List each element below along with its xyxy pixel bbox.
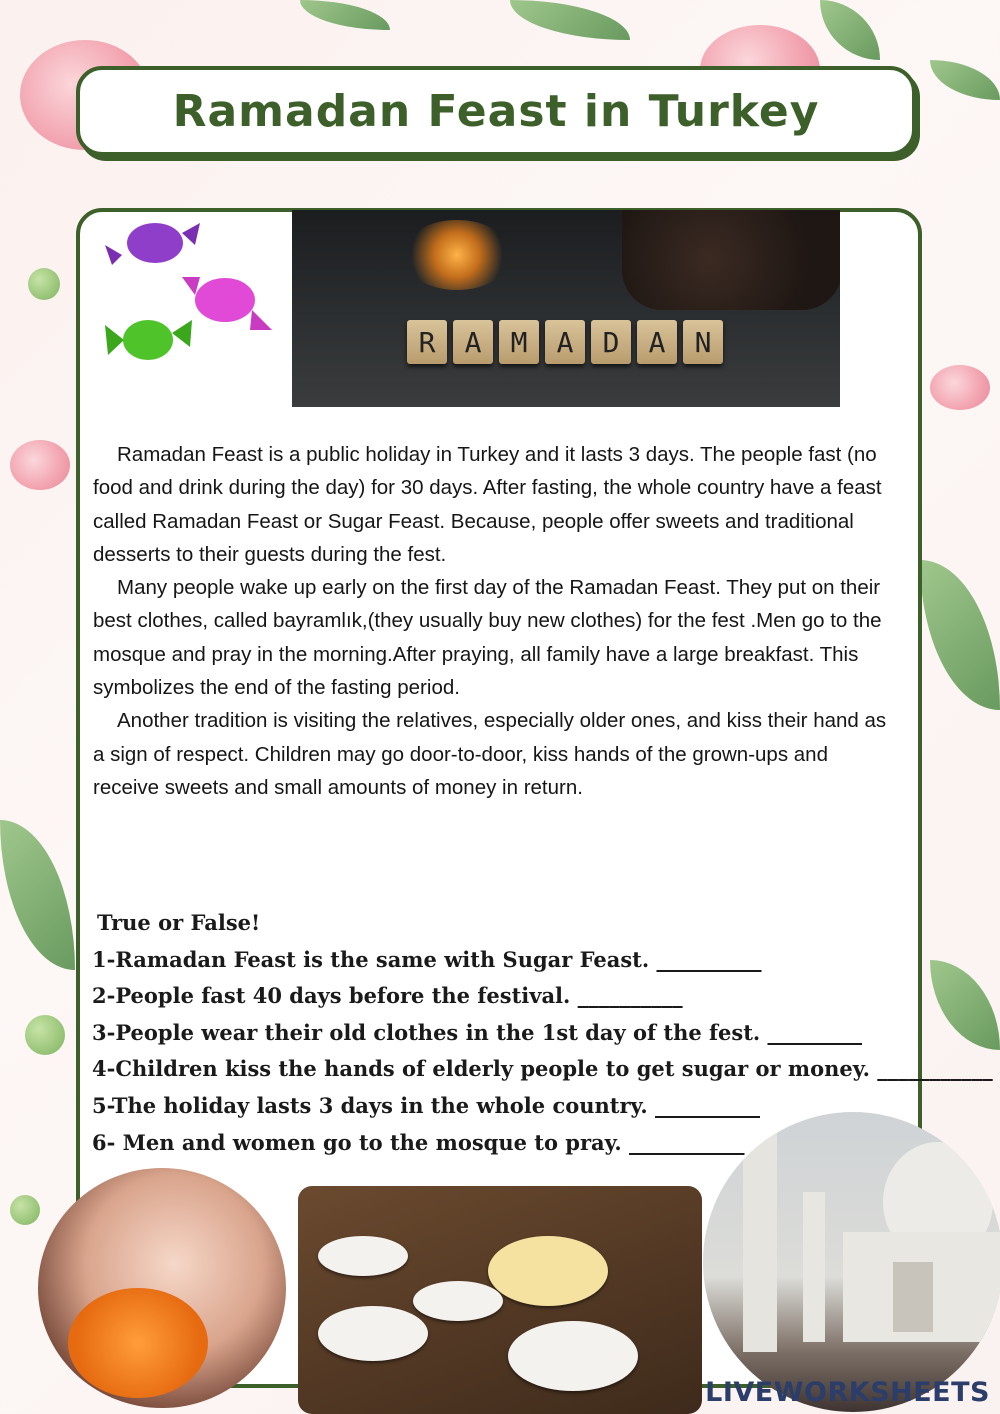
leaf-decoration	[0, 820, 75, 970]
quiz-question[interactable]: 4-Children kiss the hands of elderly people to get sugar or money. ___________	[92, 1056, 993, 1082]
letter-tile: A	[637, 320, 677, 364]
children-photo	[38, 1168, 286, 1408]
quiz-heading: True or False!	[97, 910, 261, 935]
purple-candy	[105, 223, 200, 265]
quiz-question[interactable]: 5-The holiday lasts 3 days in the whole country. __________	[92, 1092, 760, 1118]
letter-tile: N	[683, 320, 723, 364]
paragraph-text: Ramadan Feast is a public holiday in Turkey and it lasts 3 days. The people fast (no food and drink during the day) for 30 days. After fasting, the whole country have a feast called Ramadan Feast or Sugar Feast. Because, people offer sweets and traditional desserts to their guests during the fest.	[93, 443, 882, 566]
letter-tile: R	[407, 320, 447, 364]
paragraph	[93, 438, 893, 571]
bud-decoration	[25, 1015, 65, 1055]
liveworksheets-logo[interactable]: LIVEWORKSHEETS	[705, 1377, 990, 1408]
ramadan-tiles	[407, 320, 723, 364]
bud-decoration	[10, 1195, 40, 1225]
leaf-decoration	[510, 0, 630, 40]
quiz-question[interactable]: 3-People wear their old clothes in the 1st day of the fest. _________	[92, 1019, 863, 1045]
quiz-question[interactable]: 6- Men and women go to the mosque to pray. ___________	[92, 1129, 745, 1155]
ramadan-banner-image	[292, 210, 840, 407]
reading-text	[93, 438, 893, 804]
breakfast-photo	[298, 1186, 702, 1414]
candle-light	[402, 220, 512, 290]
green-candy	[105, 320, 192, 360]
rose-decoration	[930, 365, 990, 410]
rose-decoration	[10, 440, 70, 490]
plate	[318, 1236, 408, 1276]
letter-tile: M	[499, 320, 539, 364]
mosque-photo	[703, 1112, 1000, 1412]
mosque-illustration	[703, 1112, 1000, 1412]
letter-tile: A	[453, 320, 493, 364]
bud-decoration	[28, 268, 60, 300]
candy-bowl	[68, 1288, 208, 1398]
quiz-question[interactable]: 2-People fast 40 days before the festival. __________	[92, 983, 683, 1009]
letter-tile: D	[591, 320, 631, 364]
leaf-decoration	[300, 0, 390, 30]
leaf-decoration	[820, 0, 880, 60]
paragraph	[93, 571, 893, 704]
dates-bowl	[622, 210, 840, 310]
paragraph-text: Many people wake up early on the first day of the Ramadan Feast. They put on their best clothes, called bayramlık,(they usually buy new clothes) for the fest .Men go to the mosque and pray in the morning.After praying, all family have a large breakfast. This symbolizes the end of the fasting period.	[93, 576, 882, 700]
paragraph-text: Another tradition is visiting the relatives, especially older ones, and kiss their hand as a sign of respect. Children may go door-to-door, kiss hands of the grown-ups and receive sweets and small amounts of money in return.	[93, 709, 887, 799]
paragraph	[93, 704, 893, 804]
page-title: Ramadan Feast in Turkey	[172, 85, 820, 137]
pink-candy	[182, 277, 272, 330]
plate	[413, 1281, 503, 1321]
plate	[508, 1321, 638, 1391]
candies-image	[100, 215, 285, 380]
plate	[488, 1236, 608, 1306]
quiz-question[interactable]: 1-Ramadan Feast is the same with Sugar Feast. __________	[92, 946, 762, 972]
title-box	[76, 66, 916, 156]
leaf-decoration	[920, 560, 1000, 710]
plate	[318, 1306, 428, 1361]
letter-tile: A	[545, 320, 585, 364]
leaf-decoration	[930, 60, 1000, 100]
